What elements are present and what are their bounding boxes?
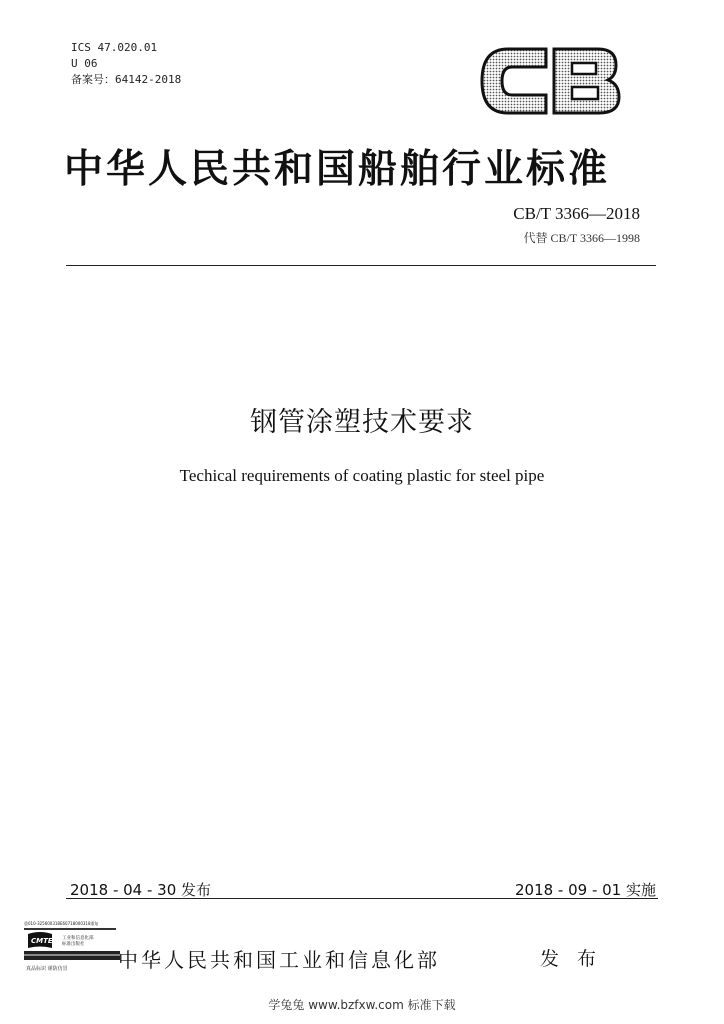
seal-line-2: 标准出版社	[62, 942, 85, 947]
effective-date: 2018 - 09 - 01 实施	[514, 881, 656, 899]
header-divider	[66, 265, 656, 266]
seal-line-1: 工业和信息化部	[62, 936, 94, 941]
seal-brand: CMTEC	[31, 937, 58, 945]
issue-label: 发 布	[540, 948, 603, 970]
cb-logo	[474, 43, 624, 119]
record-number: 备案号：64142-2018	[71, 73, 182, 86]
document-title-chinese: 钢管涂塑技术要求	[250, 407, 474, 438]
replaced-standard: 代替 CB/T 3366—1998	[523, 231, 640, 245]
ics-code: ICS 47.020.01	[71, 41, 158, 54]
authenticity-seal	[22, 918, 122, 976]
footer-divider	[66, 898, 658, 899]
standard-category-title: 中华人民共和国船舶行业标准	[64, 147, 611, 192]
publish-date: 2018 - 04 - 30 发布	[70, 881, 212, 899]
seal-bottom-text: 真品标识 谨防仿冒	[26, 966, 68, 972]
issuing-authority: 中华人民共和国工业和信息化部	[118, 948, 440, 972]
standard-number: CB/T 3366—2018	[513, 204, 640, 223]
document-title-english: Techical requirements of coating plastic for steel pipe	[179, 466, 545, 485]
download-source-footer: 学兔兔 www.bzfxw.com 标准下载	[268, 998, 456, 1012]
seal-serial: 重010-325600318E60718000318重复	[24, 921, 99, 926]
classification-block	[71, 40, 181, 88]
ccs-code: U 06	[71, 57, 98, 70]
